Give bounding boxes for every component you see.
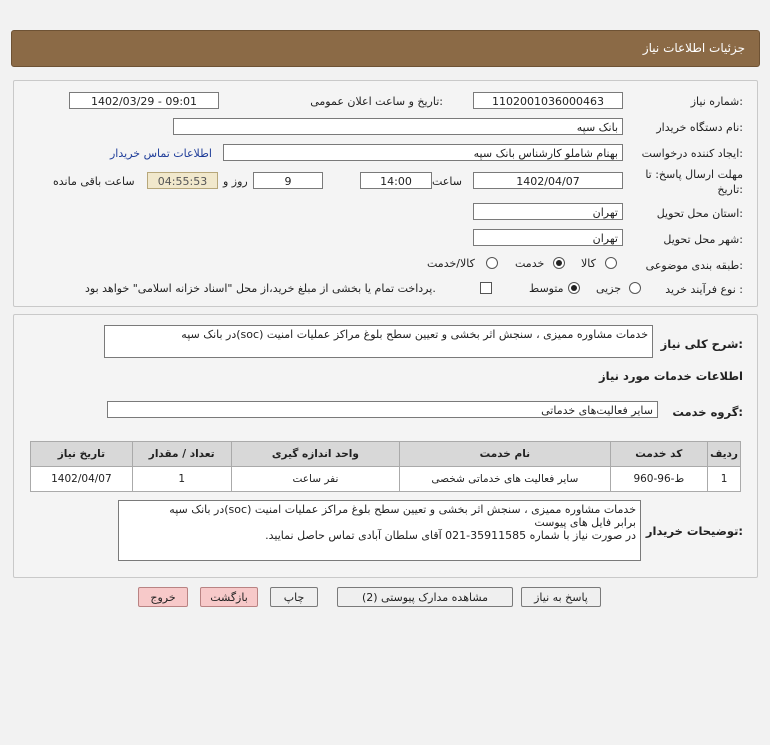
remaining-time-field: 04:55:53 bbox=[147, 172, 218, 189]
table-row[interactable] bbox=[31, 467, 741, 492]
cell-service-code: ط-96-960 bbox=[610, 467, 708, 492]
deadline-date-field: 1402/04/07 bbox=[473, 172, 623, 189]
service-group-field: سایر فعالیت‌های خدماتی bbox=[107, 401, 658, 418]
category-option-goods: کالا bbox=[581, 257, 596, 270]
province-label: استان محل تحویل: bbox=[656, 207, 743, 220]
page-header bbox=[11, 30, 760, 67]
province-field: تهران bbox=[473, 203, 623, 220]
buyer-notes-label: توضیحات خریدار: bbox=[645, 524, 743, 538]
category-radio-service[interactable] bbox=[553, 257, 565, 269]
deadline-date-label: تاریخ: bbox=[717, 183, 743, 196]
treasury-payment-text: پرداخت تمام یا بخشی از مبلغ خرید،از محل "اسناد خزانه اسلامی" خواهد بود. bbox=[85, 282, 436, 295]
process-option-medium: متوسط bbox=[529, 282, 564, 295]
process-radio-medium[interactable] bbox=[568, 282, 580, 294]
deadline-label: مهلت ارسال پاسخ: تا bbox=[645, 168, 743, 181]
cell-unit: نفر ساعت bbox=[231, 467, 400, 492]
print-button[interactable]: چاپ bbox=[270, 587, 318, 607]
buyer-contact-link[interactable]: اطلاعات تماس خریدار bbox=[110, 147, 212, 160]
creator-field: بهنام شاملو کارشناس بانک سپه bbox=[223, 144, 623, 161]
need-info-panel bbox=[13, 80, 758, 307]
services-heading: اطلاعات خدمات مورد نیاز bbox=[599, 369, 743, 383]
deadline-time-label: ساعت bbox=[432, 175, 462, 188]
category-radio-goods[interactable] bbox=[605, 257, 617, 269]
cell-service-name: سایر فعالیت های خدماتی شخصی bbox=[400, 467, 610, 492]
services-table bbox=[30, 441, 741, 492]
cell-need-date: 1402/04/07 bbox=[31, 467, 133, 492]
category-radio-goods-service[interactable] bbox=[486, 257, 498, 269]
category-option-service: خدمت bbox=[515, 257, 545, 270]
exit-button[interactable]: خروج bbox=[138, 587, 188, 607]
cell-row-number: 1 bbox=[708, 467, 741, 492]
need-number-label: شماره نیاز: bbox=[690, 95, 743, 108]
cell-quantity: 1 bbox=[132, 467, 231, 492]
buyer-notes-line: خدمات مشاوره ممیزی ، سنجش اثر بخشی و تعیین سطح بلوغ مراکز عملیات امنیت (soc)در بانک سپه bbox=[169, 503, 636, 516]
city-field: تهران bbox=[473, 229, 623, 246]
col-unit-header: واحد اندازه گیری bbox=[231, 442, 400, 467]
reply-button[interactable]: پاسخ به نیاز bbox=[521, 587, 601, 607]
days-label: روز و bbox=[223, 175, 248, 188]
announce-date-label: تاریخ و ساعت اعلان عمومی: bbox=[310, 95, 443, 108]
buyer-notes-line: در صورت نیاز با شماره 35911585-021 آقای سلطان آبادی تماس حاصل نمایید. bbox=[265, 529, 636, 542]
process-radio-minor[interactable] bbox=[629, 282, 641, 294]
buyer-org-label: نام دستگاه خریدار: bbox=[656, 121, 743, 134]
page-title: جزئیات اطلاعات نیاز bbox=[642, 41, 745, 55]
summary-label: شرح کلی نیاز: bbox=[660, 337, 743, 351]
summary-field: خدمات مشاوره ممیزی ، سنجش اثر بخشی و تعیین سطح بلوغ مراکز عملیات امنیت (soc)در بانک سپه bbox=[104, 325, 653, 358]
table-header-row bbox=[31, 442, 741, 467]
treasury-payment-checkbox[interactable] bbox=[480, 282, 492, 294]
buyer-notes-field bbox=[118, 500, 641, 561]
deadline-time-field: 14:00 bbox=[360, 172, 432, 189]
city-label: شهر محل تحویل: bbox=[663, 233, 743, 246]
process-label: نوع فرآیند خرید : bbox=[665, 283, 743, 296]
back-button[interactable]: بازگشت bbox=[200, 587, 258, 607]
remaining-time-label: ساعت باقی مانده bbox=[53, 175, 135, 188]
need-number-field: 1102001036000463 bbox=[473, 92, 623, 109]
days-remaining-field: 9 bbox=[253, 172, 323, 189]
col-row-header: ردیف bbox=[708, 442, 741, 467]
buyer-org-field: بانک سپه bbox=[173, 118, 623, 135]
col-code-header: کد خدمت bbox=[610, 442, 708, 467]
category-label: طبقه بندی موضوعی: bbox=[645, 259, 743, 272]
col-date-header: تاریخ نیاز bbox=[31, 442, 133, 467]
process-option-minor: جزیی bbox=[596, 282, 622, 295]
announce-date-field: 1402/03/29 - 09:01 bbox=[69, 92, 219, 109]
col-name-header: نام خدمت bbox=[400, 442, 610, 467]
category-option-goods-service: کالا/خدمت bbox=[427, 257, 475, 270]
attachments-button[interactable]: مشاهده مدارک پیوستی (2) bbox=[337, 587, 513, 607]
buyer-notes-line: برابر فایل های پیوست bbox=[534, 516, 636, 529]
creator-label: ایجاد کننده درخواست: bbox=[641, 147, 743, 160]
service-group-label: گروه خدمت: bbox=[672, 405, 743, 419]
col-qty-header: تعداد / مقدار bbox=[132, 442, 231, 467]
